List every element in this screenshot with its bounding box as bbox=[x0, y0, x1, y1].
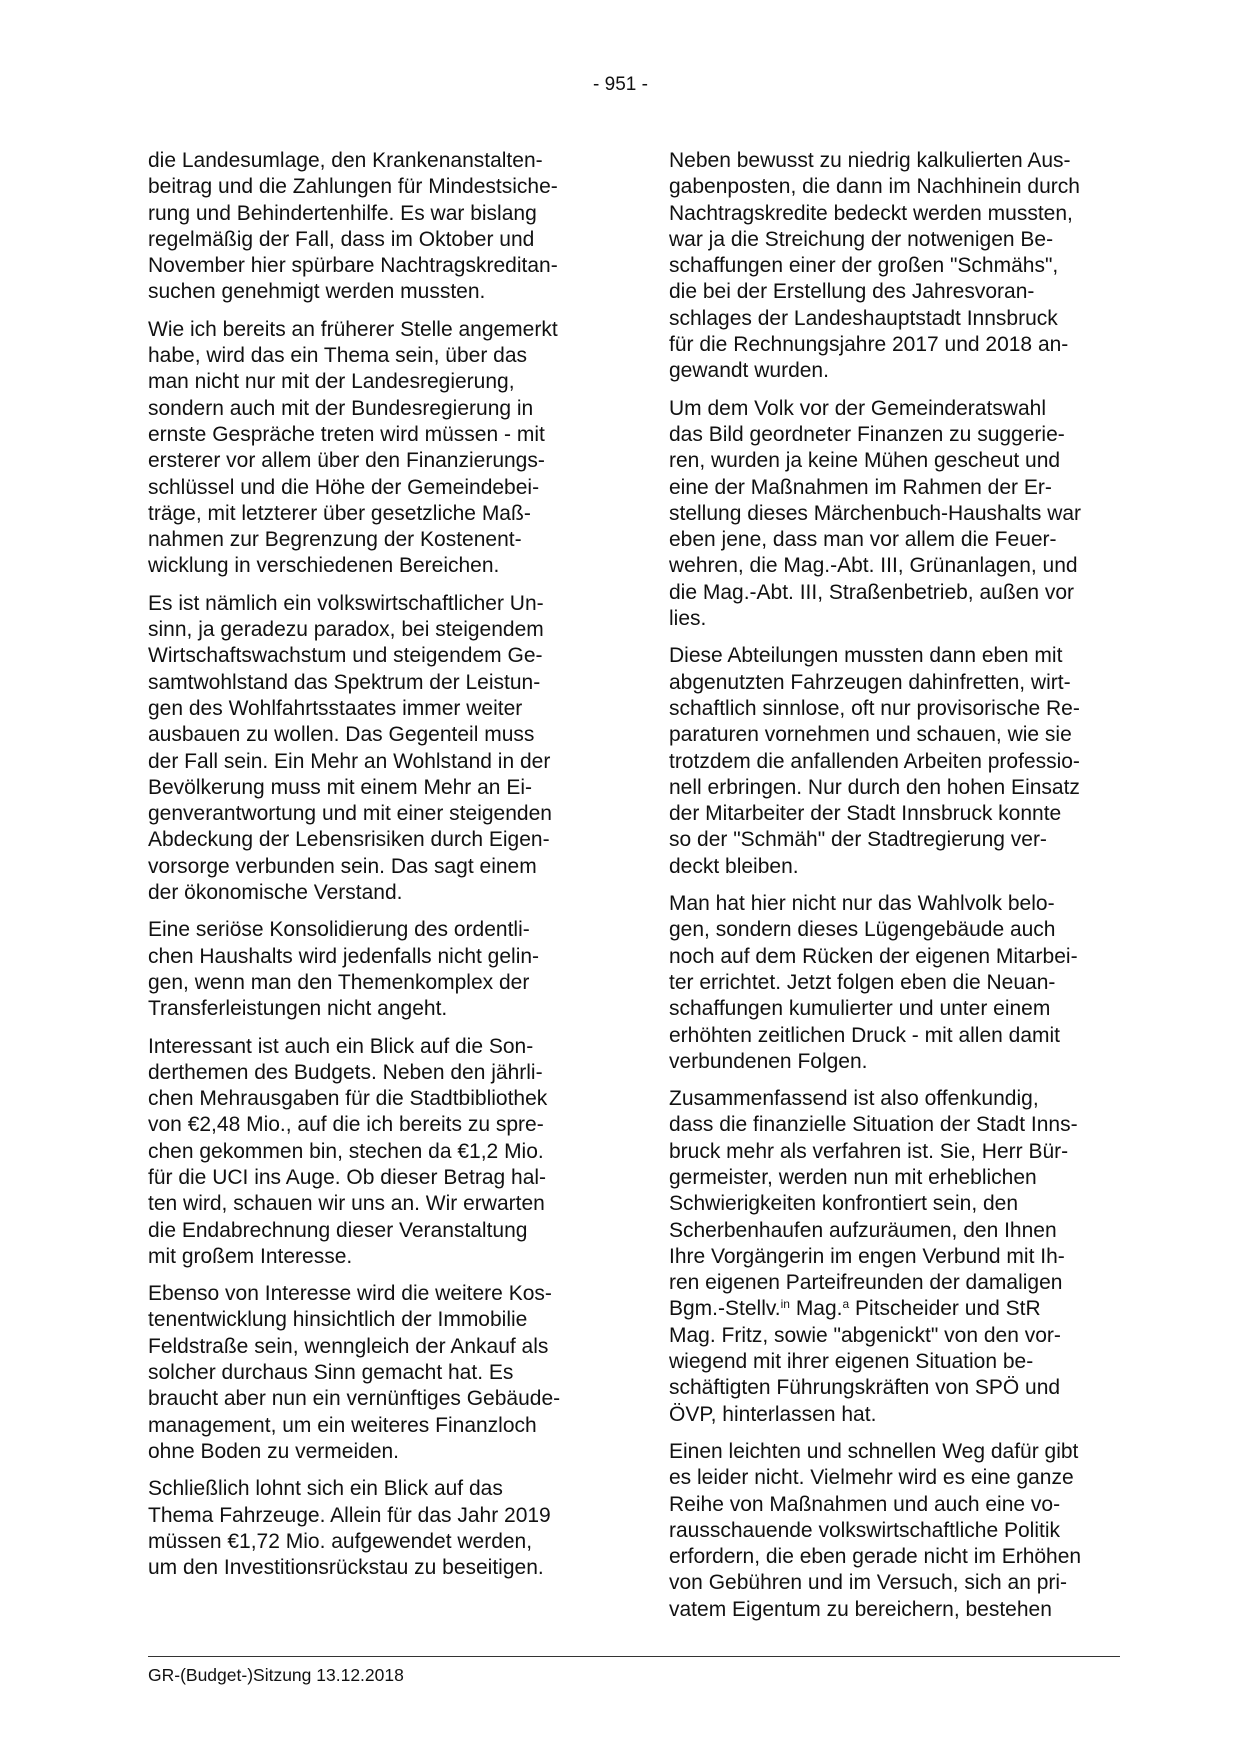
footer-session-label: GR-(Budget-)Sitzung 13.12.2018 bbox=[148, 1665, 404, 1685]
paragraph: Schließlich lohnt sich ein Blick auf das Thema Fahrzeuge. Allein für das Jahr 2019 müssen €1,72 Mio. aufgewendet werden, um den Investitionsrückstau zu beseitigen. bbox=[148, 1477, 551, 1580]
footer-divider bbox=[148, 1656, 1120, 1657]
paragraph: Neben bewusst zu niedrig kalkulierten Aus- gabenposten, die dann im Nachhinein durch Nachtragskredite bedeckt werden mussten, war ja die Streichung der notwenigen Be- schaffungen einer der großen "Schmähs", die bei der Erstellung des Jahresvoran- schlages der Landeshauptstadt Innsbruck für die Rechnungsjahre 2017 und 2018 an- gewandt wurden. bbox=[669, 149, 1080, 383]
paragraph: Ebenso von Interesse wird die weitere Kos- tenentwicklung hinsichtlich der Immobilie Feldstraße sein, wenngleich der Ankauf als solcher durchaus Sinn gemacht hat. Es braucht aber nun ein vernünftiges Gebäude- management, um ein weiteres Finanzloch ohne Boden zu vermeiden. bbox=[148, 1282, 561, 1463]
paragraph: Es ist nämlich ein volkswirtschaftlicher Un- sinn, ja geradezu paradox, bei steigendem Wirtschaftswachstum und steigendem Ge- samtwohlstand das Spektrum der Leistun- gen des Wohlfahrtsstaates immer weiter ausbauen zu wollen. Das Gegenteil muss der Fall sein. Ein Mehr an Wohlstand in der Bevölkerung muss mit einem Mehr an Ei- genverantwortung und mit einer steigenden Abdeckung der Lebensrisiken durch Eigen- vorsorge verbunden sein. Das sagt einem der ökonomische Verstand. bbox=[148, 591, 552, 905]
left-column bbox=[148, 148, 598, 1592]
paragraph: Wie ich bereits an früherer Stelle angemerkt habe, wird das ein Thema sein, über das man nicht nur mit der Landesregierung, sondern auch mit der Bundesregierung in ernste Gespräche treten wird müssen - mit ersterer vor allem über den Finanzierungs- schlüssel und die Höhe der Gemeindebei- träge, mit letzterer über gesetzliche Maß- nahmen zur Begrenzung der Kostenent- wicklung in verschiedenen Bereichen. bbox=[148, 317, 558, 578]
paragraph: Einen leichten und schnellen Weg dafür gibt es leider nicht. Vielmehr wird es eine ganze Reihe von Maßnahmen und auch eine vo- rausschauende volkswirtschaftliche Politik erfordern, die eben gerade nicht im Erhöhen von Gebühren und im Versuch, sich an pri- vatem Eigentum zu bereichern, bestehen bbox=[669, 1439, 1082, 1621]
paragraph: Diese Abteilungen mussten dann eben mit abgenutzten Fahrzeugen dahinfretten, wirt- schaftlich sinnlose, oft nur provisorische Re- paraturen vornehmen und schauen, wie sie trotzdem die anfallenden Arbeiten professio- nell erbringen. Nur durch den hohen Einsatz der Mitarbeiter der Stadt Innsbruck konnte so der "Schmäh" der Stadtregierung ver- deckt bleiben. bbox=[669, 644, 1080, 878]
paragraph: Eine seriöse Konsolidierung des ordentli- chen Haushalts wird jedenfalls nicht gelin- gen, wenn man den Themenkomplex der Transferleistungen nicht angeht. bbox=[148, 918, 540, 1021]
text-run: Zusammenfassend ist also offenkundig, dass die finanzielle Situation der Stadt Inns- bruck mehr als verfahren ist. Sie, Herr Bür- germeister, werden nun mit erheblichen Schwierigkeiten konfrontiert sein, den Scherbenhaufen aufzuräumen, den Ihnen Ihre Vorgängerin im engen Verbund mit Ih- ren eigenen Parteifreunden der damaligen Bgm.-Stellv. bbox=[669, 1087, 1078, 1321]
paragraph: die Landesumlage, den Krankenanstalten- beitrag und die Zahlungen für Mindestsiche- rung und Behindertenhilfe. Es war bislang regelmäßig der Fall, dass im Oktober und November hier spürbare Nachtragskreditan- suchen genehmigt werden mussten. bbox=[148, 149, 558, 304]
right-column bbox=[669, 148, 1119, 1634]
paragraph: Um dem Volk vor der Gemeinderatswahl das Bild geordneter Finanzen zu suggerie- ren, wurden ja keine Mühen gescheut und eine der Maßnahmen im Rahmen der Er- stellung dieses Märchenbuch-Haushalts war eben jene, dass man vor allem die Feuer- wehren, die Mag.-Abt. III, Grünanlagen, und die Mag.-Abt. III, Straßenbetrieb, außen vor lies. bbox=[669, 396, 1082, 631]
text-run: Mag. bbox=[789, 1297, 843, 1321]
page-number: - 951 - bbox=[593, 74, 648, 95]
text-run: Pitscheider und StR Mag. Fritz, sowie "abgenickt" von den vor- wiegend mit ihrer eigenen Situation be- schäftigten Führungskräften von SPÖ und ÖVP, hinterlassen hat. bbox=[669, 1297, 1061, 1426]
paragraph-with-superscripts bbox=[669, 1086, 1119, 1428]
paragraph: Interessant ist auch ein Blick auf die Son- derthemen des Budgets. Neben den jährli- chen Mehrausgaben für die Stadtbibliothek von €2,48 Mio., auf die ich bereits zu spre- chen gekommen bin, stechen da €1,2 Mio. für die UCI ins Auge. Ob dieser Betrag hal- ten wird, schauen wir uns an. Wir erwarten die Endabrechnung dieser Veranstaltung mit großem Interesse. bbox=[148, 1034, 548, 1268]
superscript: in bbox=[780, 1297, 790, 1312]
superscript: a bbox=[842, 1297, 850, 1312]
paragraph: Man hat hier nicht nur das Wahlvolk belo- gen, sondern dieses Lügengebäude auch noch auf dem Rücken der eigenen Mitarbei- ter errichtet. Jetzt folgen eben die Neuan- schaffungen kumulierter und unter einem erhöhten zeitlichen Druck - mit allen damit verbundenen Folgen. bbox=[669, 892, 1078, 1073]
